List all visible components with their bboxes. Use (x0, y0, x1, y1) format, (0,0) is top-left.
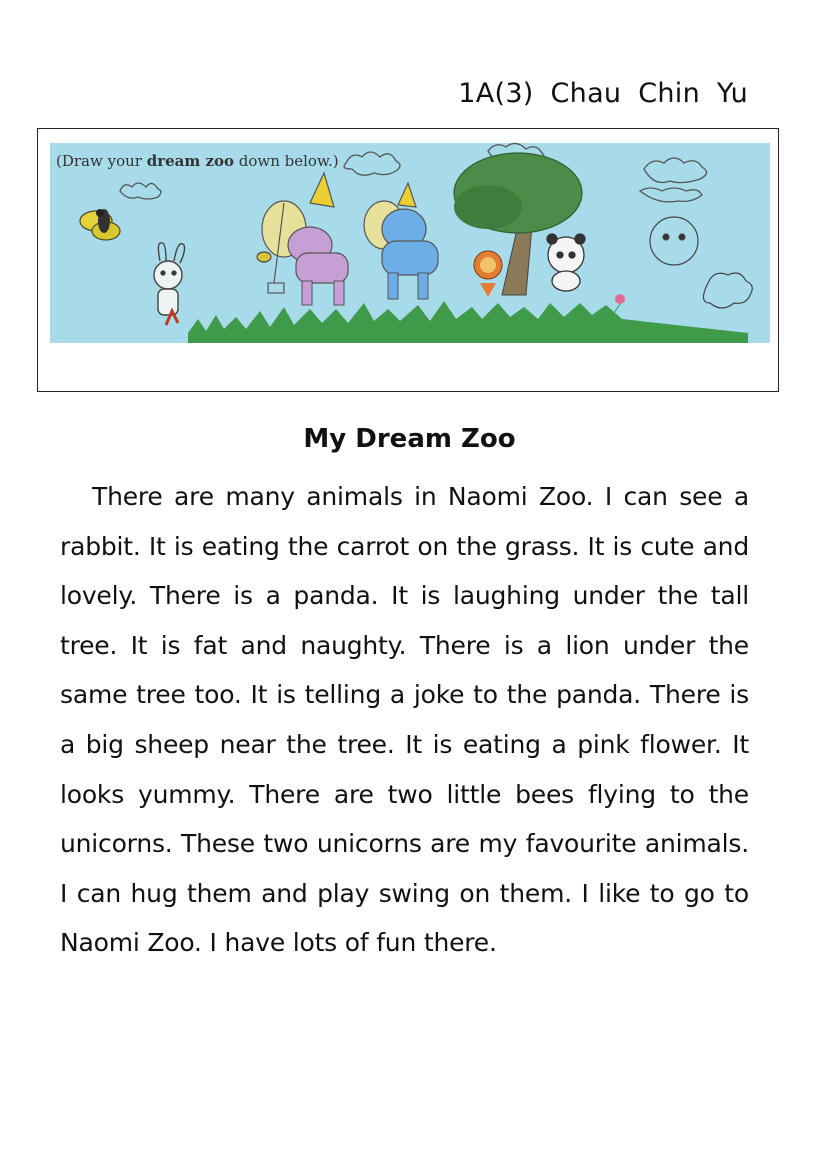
drawing-frame (37, 128, 779, 392)
essay-title: My Dream Zoo (303, 424, 516, 454)
essay-body: There are many animals in Naomi Zoo. I can see a rabbit. It is eating the carrot on the grass. It is cute and lovely. There is a panda. It is laughing under the tall tree. It is fat and naughty. There is a lion under the same tree too. It is telling a joke to the panda. There is a big sheep near the tree. It is eating a pink flower. It looks yummy. There are two little bees flying to the unicorns. These two unicorns are my favourite animals. I can hug them and play swing on them. I like to go to Naomi Zoo. I have lots of fun there. (60, 482, 749, 958)
student-name: 1A(3) Chau Chin Yu (458, 78, 748, 109)
child-drawing (48, 133, 772, 347)
panda-drawing (547, 234, 585, 291)
drawing-instruction: (Draw your dream zoo down below.) (56, 152, 339, 170)
small-bee-icon (257, 252, 271, 262)
